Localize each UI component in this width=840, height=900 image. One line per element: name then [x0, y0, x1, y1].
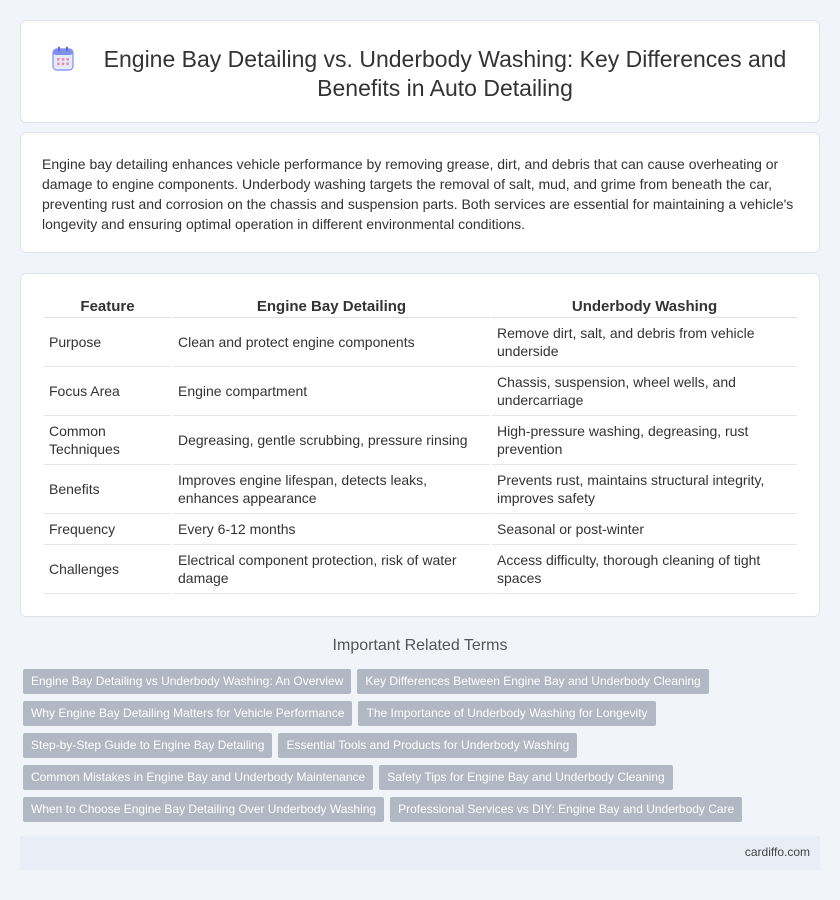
related-term-link[interactable]: Essential Tools and Products for Underbody Washing — [278, 733, 577, 758]
header-feature: Feature — [44, 296, 171, 318]
table-row — [44, 367, 797, 416]
intro-card — [20, 132, 820, 253]
row-feature: Common Techniques — [44, 416, 171, 465]
row-engine-bay: Electrical component protection, risk of water damage — [173, 545, 490, 594]
header-card — [20, 20, 820, 123]
row-feature: Purpose — [44, 318, 171, 367]
related-terms-heading: Important Related Terms — [332, 637, 508, 654]
row-engine-bay: Every 6-12 months — [173, 514, 490, 545]
related-term-link[interactable]: Common Mistakes in Engine Bay and Underbody Maintenance — [23, 765, 373, 790]
footer-site-link[interactable]: cardiffo.com — [744, 845, 810, 859]
header-engine-bay: Engine Bay Detailing — [173, 296, 490, 318]
table-row — [44, 318, 797, 367]
row-underbody: Remove dirt, salt, and debris from vehicle underside — [492, 318, 797, 367]
header-underbody: Underbody Washing — [492, 296, 797, 318]
row-engine-bay: Engine compartment — [173, 367, 490, 416]
row-feature: Frequency — [44, 514, 171, 545]
row-underbody: High-pressure washing, degreasing, rust prevention — [492, 416, 797, 465]
related-term-link[interactable]: Step-by-Step Guide to Engine Bay Detailing — [23, 733, 272, 758]
row-underbody: Access difficulty, thorough cleaning of tight spaces — [492, 545, 797, 594]
page-title: Engine Bay Detailing vs. Underbody Washing: Key Differences and Benefits in Auto Detailing — [103, 46, 787, 101]
row-engine-bay: Clean and protect engine components — [173, 318, 490, 367]
row-underbody: Chassis, suspension, wheel wells, and undercarriage — [492, 367, 797, 416]
intro-paragraph: Engine bay detailing enhances vehicle performance by removing grease, dirt, and debris that can cause overheating or damage to engine components. Underbody washing targets the removal of salt, mud, and grime from beneath the car, preventing rust and corrosion on the chassis and suspension parts. Both services are essential for maintaining a vehicle's longevity and ensuring optimal operation in different environmental conditions. — [42, 156, 794, 232]
table-header-row — [44, 296, 797, 318]
related-term-link[interactable]: When to Choose Engine Bay Detailing Over Underbody Washing — [23, 797, 384, 822]
document-grid-icon — [51, 46, 75, 77]
table-row — [44, 465, 797, 514]
comparison-table-card — [20, 273, 820, 617]
comparison-table — [42, 296, 799, 594]
related-term-link[interactable]: Engine Bay Detailing vs Underbody Washing: An Overview — [23, 669, 351, 694]
related-terms-list — [23, 669, 803, 829]
related-term-link[interactable]: The Importance of Underbody Washing for Longevity — [358, 701, 655, 726]
related-term-link[interactable]: Safety Tips for Engine Bay and Underbody Cleaning — [379, 765, 673, 790]
row-feature: Benefits — [44, 465, 171, 514]
row-underbody: Seasonal or post-winter — [492, 514, 797, 545]
footer — [20, 836, 820, 870]
table-row — [44, 514, 797, 545]
related-term-link[interactable]: Professional Services vs DIY: Engine Bay and Underbody Care — [390, 797, 742, 822]
related-term-link[interactable]: Key Differences Between Engine Bay and Underbody Cleaning — [357, 669, 708, 694]
row-engine-bay: Degreasing, gentle scrubbing, pressure rinsing — [173, 416, 490, 465]
related-term-link[interactable]: Why Engine Bay Detailing Matters for Vehicle Performance — [23, 701, 352, 726]
table-row — [44, 545, 797, 594]
table-row — [44, 416, 797, 465]
row-underbody: Prevents rust, maintains structural integrity, improves safety — [492, 465, 797, 514]
row-engine-bay: Improves engine lifespan, detects leaks, enhances appearance — [173, 465, 490, 514]
row-feature: Focus Area — [44, 367, 171, 416]
row-feature: Challenges — [44, 545, 171, 594]
